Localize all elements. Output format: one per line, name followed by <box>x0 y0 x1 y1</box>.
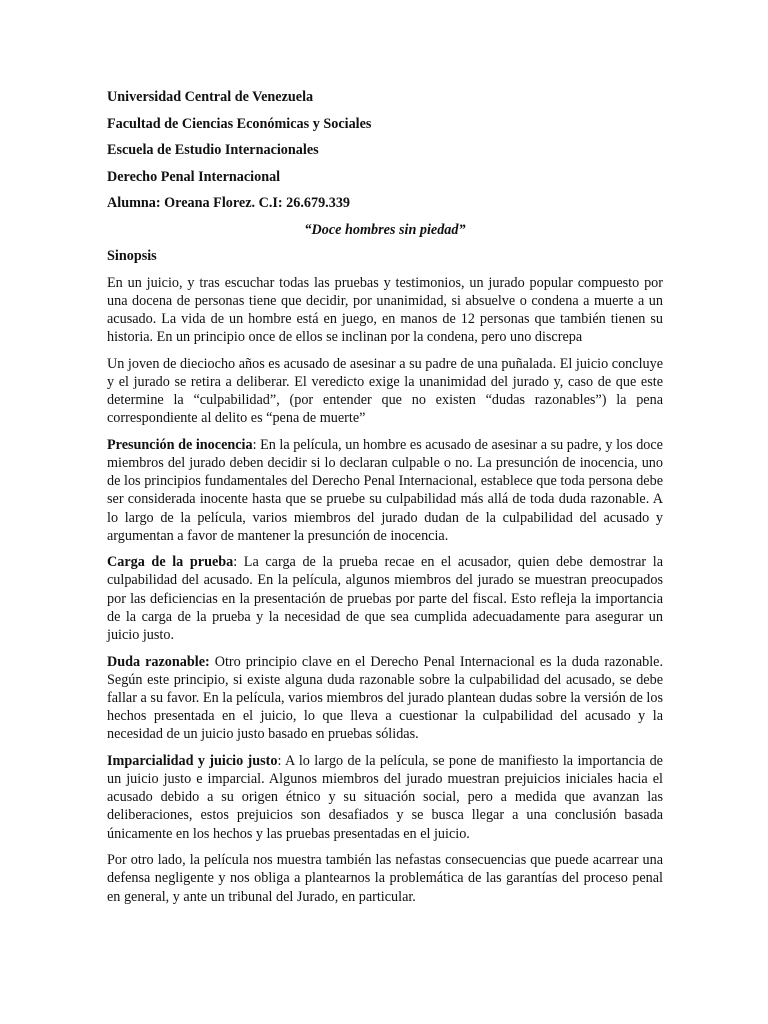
principle-text: : La carga de la prueba recae en el acusador, quien debe demostrar la culpabilidad del acusado. En la película, algunos miembros del jurado se muestran preocupados por las deficiencias en la presentación de pruebas por parte del fiscal. Esto refleja la importancia de la carga de la prueba y la necesidad de que sea cumplida adecuadamente para asegurar un juicio justo. <box>107 554 664 644</box>
sinopsis-paragraph-1: En un juicio, y tras escuchar todas las pruebas y testimonios, un jurado popular compuesto por una docena de personas tiene que decidir, por unanimidad, si absuelve o condena a muerte a un acusado. La vida de un hombre está en juego, en manos de 12 personas que también tienen su historia. En un principio once de ellos se inclinan por la condena, pero uno discrepa <box>107 274 663 346</box>
principle-label: Presunción de inocencia <box>107 436 253 453</box>
university-name: Universidad Central de Venezuela <box>107 89 314 105</box>
principle-paragraph-duda <box>107 653 663 744</box>
principle-label: Carga de la prueba <box>107 554 234 571</box>
principle-text: Otro principio clave en el Derecho Penal Internacional es la duda razonable. Según este principio, si existe alguna duda razonable sobre la culpabilidad del acusado, se debe fallar a su favor. En la película, varios miembros del jurado plantean dudas sobre la versión de los hechos presentada en el juicio, lo que lleva a cuestionar la culpabilidad del acusado y la necesidad de un juicio justo basado en pruebas sólidas. <box>107 653 663 743</box>
principle-label: Imparcialidad y juicio justo <box>107 752 278 769</box>
course-name: Derecho Penal Internacional <box>107 168 281 185</box>
principle-paragraph-imparcialidad <box>107 752 663 843</box>
sinopsis-heading: Sinopsis <box>107 248 157 264</box>
document-title: “Doce hombres sin piedad” <box>304 221 466 238</box>
school-name: Escuela de Estudio Internacionales <box>107 142 319 158</box>
sinopsis-paragraph-2: Un joven de dieciocho años es acusado de asesinar a su padre de una puñalada. El juicio concluye y el jurado se retira a deliberar. El veredicto exige la unanimidad del jurado y, caso de que este determine la “culpabilidad”, (por entender que no existen “dudas razonables”) la pena correspondiente al delito es “pena de muerte” <box>107 355 663 427</box>
principle-label: Duda razonable: <box>107 653 210 670</box>
principle-text: : A lo largo de la película, se pone de manifiesto la importancia de un juicio justo e imparcial. Algunos miembros del jurado muestran prejuicios iniciales hacia el acusado debido a su origen étnico y su situación social, pero a medida que avanzan las deliberaciones, estos prejuicios son desafiados y se busca llegar a una conclusión basada únicamente en los hechos y las pruebas presentadas en el juicio. <box>107 752 663 842</box>
student-info: Alumna: Oreana Florez. C.I: 26.679.339 <box>107 195 351 211</box>
faculty-name: Facultad de Ciencias Económicas y Sociales <box>107 115 372 132</box>
document-page <box>107 88 663 914</box>
principle-paragraph-carga <box>107 553 663 644</box>
principle-text: : En la película, un hombre es acusado de asesinar a su padre, y los doce miembros del jurado deben decidir si lo declaran culpable o no. La presunción de inocencia, uno de los principios fundamentales del Derecho Penal Internacional, establece que toda persona debe ser considerada inocente hasta que se pruebe su culpabilidad más allá de toda duda razonable. A lo largo de la película, varios miembros del jurado dudan de la culpabilidad del acusado y argumentan a favor de mantener la presunción de inocencia. <box>107 436 663 544</box>
principle-paragraph-presuncion <box>107 436 663 545</box>
closing-paragraph: Por otro lado, la película nos muestra también las nefastas consecuencias que puede acarrear una defensa negligente y nos obliga a plantearnos la problemática de las garantías del proceso penal en general, y ante un tribunal del Jurado, en particular. <box>107 852 663 905</box>
